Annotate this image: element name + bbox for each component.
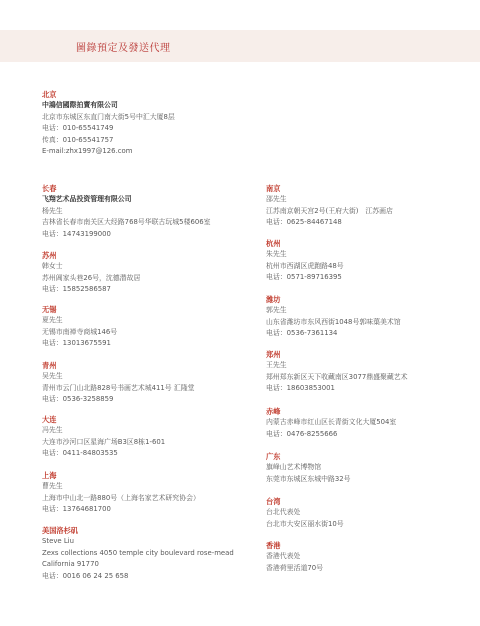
address-line: 山东省潍坊市东风西街1048号郭味蕖美术馆 <box>266 317 401 326</box>
address-line: 青州市云门山北路828号书画艺术城411号 汇隆堂 <box>42 383 195 392</box>
city-name: 大连 <box>42 415 57 424</box>
address-line: 大连市沙河口区星海广场B3区8栋1-601 <box>42 437 166 446</box>
agent-suzhou <box>42 250 140 296</box>
agent-qingzhou <box>42 360 195 406</box>
phone-line: 电话：13764681700 <box>42 505 111 514</box>
fax-line: 传真：010-65541757 <box>42 135 114 144</box>
agent-beijing <box>42 89 175 157</box>
phone-line: 电话：0625-84467148 <box>266 218 342 227</box>
address-line: 吉林省长春市南关区大经路768号华联古玩城5楼606室 <box>42 218 211 227</box>
contact-name: 邵先生 <box>266 195 287 204</box>
city-name: 广东 <box>266 452 281 461</box>
address-line: 东莞市东城区东城中路32号 <box>266 474 351 483</box>
phone-line: 电话：0476-8255666 <box>266 429 338 438</box>
address-line: 杭州市西湖区虎跑路48号 <box>266 261 344 270</box>
contact-name: Steve Liu <box>42 537 74 546</box>
city-name: 青州 <box>42 361 57 370</box>
page-title: 圖錄預定及發送代理 <box>76 43 171 54</box>
phone-line: 电话：18603853001 <box>266 384 335 393</box>
agent-nanjing <box>266 183 393 229</box>
agent-changchun <box>42 183 211 240</box>
city-name: 上海 <box>42 471 57 480</box>
phone-line: 电话：0016 06 24 25 658 <box>42 571 129 580</box>
city-name: 赤峰 <box>266 407 281 416</box>
phone-line: 电话：0536-7361134 <box>266 329 338 338</box>
address-line: 上海市中山北一路880号（上海名家艺术研究协会） <box>42 493 200 502</box>
agent-shanghai <box>42 470 200 516</box>
address-line: 内蒙古赤峰市红山区长青街文化大厦504室 <box>266 418 397 427</box>
city-name: 长春 <box>42 184 57 193</box>
phone-line: 电话：13013675591 <box>42 339 111 348</box>
address-line: 郑州郑东新区天下收藏南区3077鼎盛聚藏艺术 <box>266 372 408 381</box>
city-name: 潍坊 <box>266 295 281 304</box>
phone-line: 电话：14743199000 <box>42 229 111 238</box>
contact-name: 曹先生 <box>42 482 63 491</box>
contact-name: 冯先生 <box>42 426 63 435</box>
agent-dalian <box>42 414 165 460</box>
agent-los-angeles <box>42 525 242 582</box>
agent-taiwan <box>266 496 344 530</box>
city-name: 无锡 <box>42 305 57 314</box>
contact-name: 夏先生 <box>42 316 63 325</box>
office-name: 香港代表处 <box>266 552 301 561</box>
contact-name: 朱先生 <box>266 250 287 259</box>
agent-guangdong <box>266 451 351 485</box>
agent-hangzhou <box>266 238 344 284</box>
agent-zhengzhou <box>266 349 408 395</box>
phone-line: 电话：0411-84803535 <box>42 449 118 458</box>
contact-name: 吴先生 <box>42 372 63 381</box>
email-line: E-mail:zhx1997@126.com <box>42 147 133 156</box>
company-name: 飞翔艺术品投资管理有限公司 <box>42 195 132 204</box>
agent-hongkong <box>266 540 323 574</box>
agent-chifeng <box>266 406 396 440</box>
title-banner <box>0 30 480 62</box>
address-line: 香港荷里活道70号 <box>266 563 324 572</box>
address-line: 北京市东城区东直门南大街5号中汇大厦8层 <box>42 112 175 121</box>
company-name: 中鴻信國際拍賣有限公司 <box>42 101 118 110</box>
city-name: 杭州 <box>266 239 281 248</box>
phone-line: 电话：0571-89716395 <box>266 273 342 282</box>
contact-name: 郭先生 <box>266 306 287 315</box>
venue-name: 旗峰山艺术博物馆 <box>266 463 322 472</box>
agent-wuxi <box>42 304 117 350</box>
address-line: 江苏南京朝天宫2号(王府大街) 江苏画店 <box>266 206 393 215</box>
city-name: 台湾 <box>266 497 281 506</box>
city-name: 苏州 <box>42 251 57 260</box>
city-name: 南京 <box>266 184 281 193</box>
address-line: 无锡市南禅寺商城146号 <box>42 327 118 336</box>
phone-line: 电话：010-65541749 <box>42 124 114 133</box>
phone-line: 电话：15852586587 <box>42 285 111 294</box>
city-name: 美国洛杉矶 <box>42 526 78 535</box>
city-name: 北京 <box>42 90 57 99</box>
city-name: 香港 <box>266 541 281 550</box>
contact-name: 韩女士 <box>42 262 63 271</box>
address-line: Zexs collections 4050 temple city boulevard rose-mead California 91770 <box>42 548 234 569</box>
contact-name: 杨先生 <box>42 206 63 215</box>
address-line: 苏州阊家头巷26号，沈德潜故居 <box>42 273 141 282</box>
city-name: 郑州 <box>266 350 281 359</box>
agent-weifang <box>266 294 401 340</box>
phone-line: 电话：0536-3258859 <box>42 395 114 404</box>
address-line: 台北市大安区丽水街10号 <box>266 519 344 528</box>
office-name: 台北代表处 <box>266 508 301 517</box>
contact-name: 王先生 <box>266 361 287 370</box>
